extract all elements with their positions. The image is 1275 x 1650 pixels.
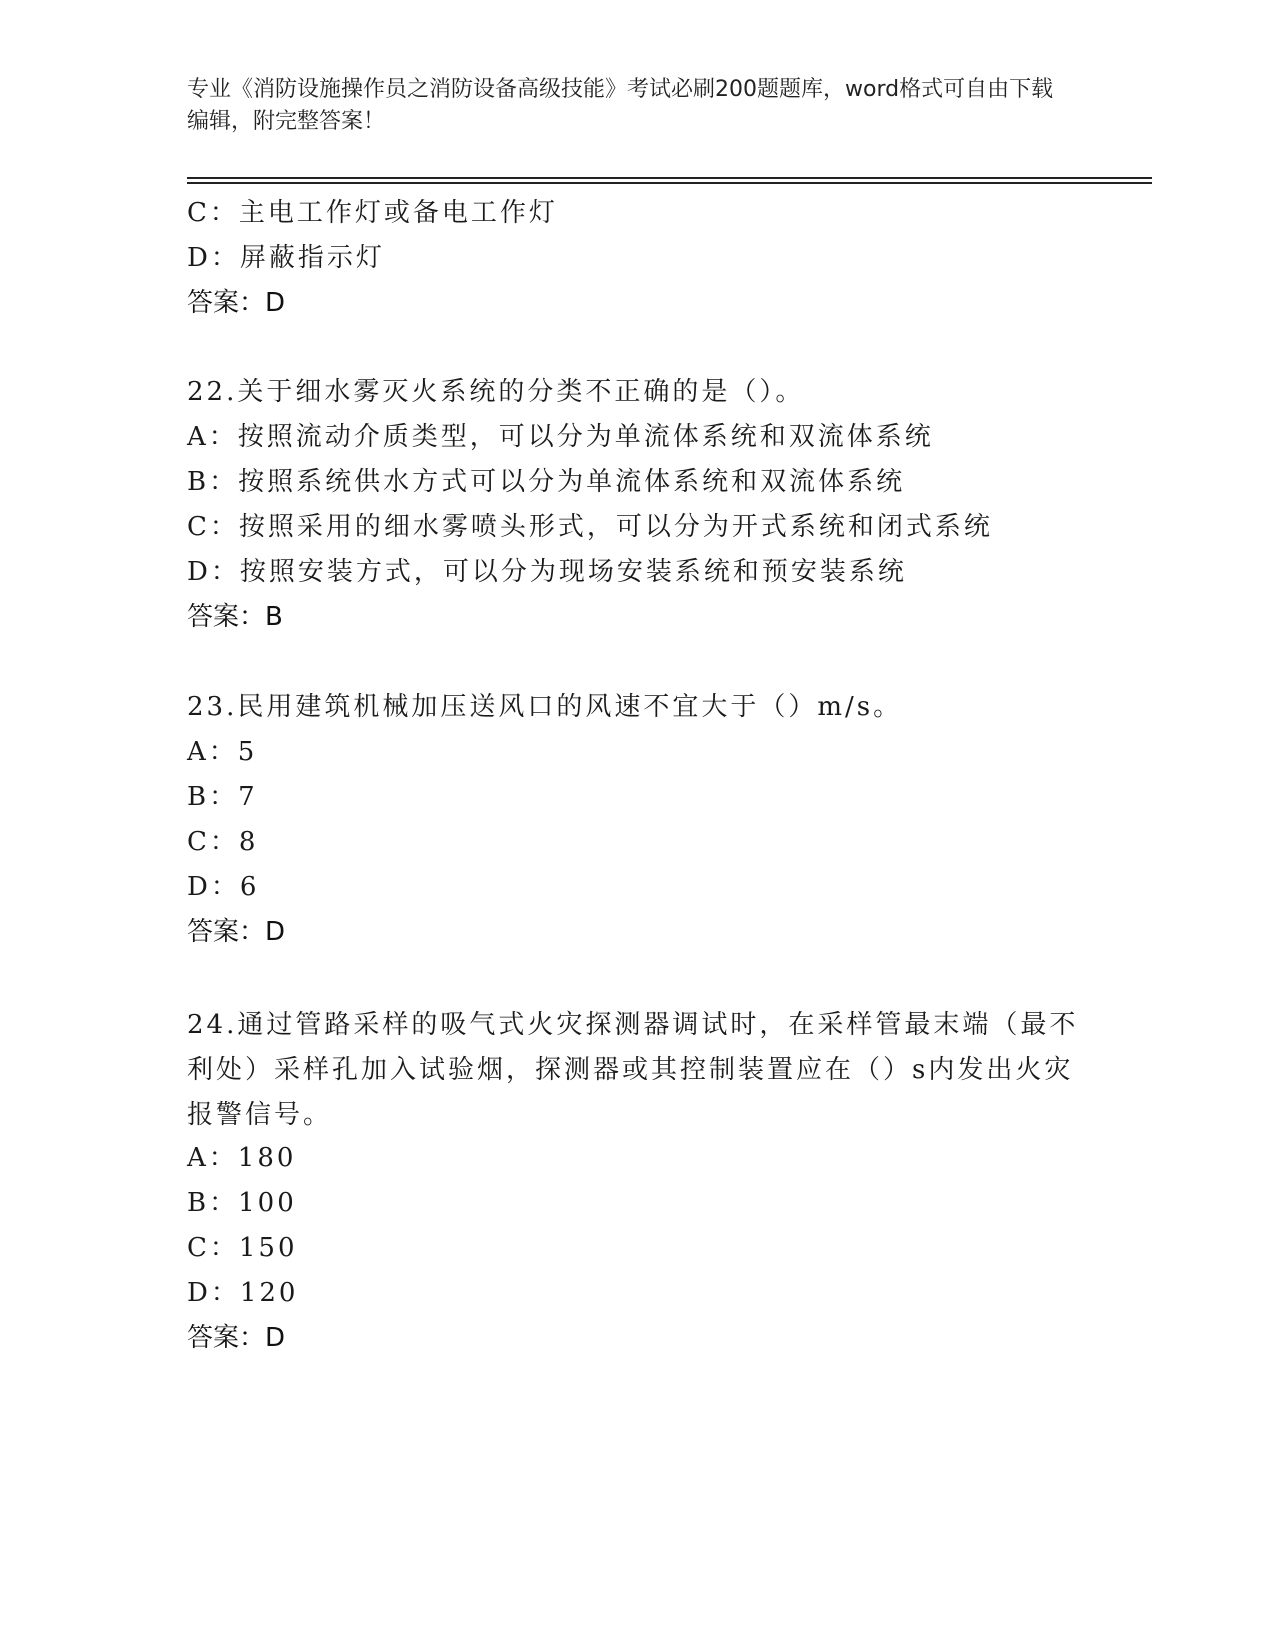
question-22-answer: 答案：B	[187, 602, 283, 632]
question-24-answer: 答案：D	[187, 1323, 286, 1353]
prev-answer: 答案：D	[187, 288, 286, 318]
question-24-option-c: C：150	[187, 1233, 298, 1263]
question-23-option-d: D：6	[187, 872, 260, 902]
question-22-stem: 22.关于细水雾灭火系统的分类不正确的是（）。	[187, 377, 805, 407]
question-22-option-b: B：按照系统供水方式可以分为单流体系统和双流体系统	[187, 467, 906, 497]
question-23-stem: 23.民用建筑机械加压送风口的风速不宜大于（）m/s。	[187, 692, 903, 722]
question-23-option-b: B：7	[187, 782, 258, 812]
question-24-option-d: D：120	[187, 1278, 299, 1308]
question-22-option-a: A：按照流动介质类型，可以分为单流体系统和双流体系统	[187, 422, 934, 452]
question-24-option-a: A：180	[187, 1143, 297, 1173]
question-23-option-c: C：8	[187, 827, 259, 857]
question-23-option-a: A：5	[187, 737, 258, 767]
prev-option-d: D：屏蔽指示灯	[187, 243, 385, 273]
question-22-option-c: C：按照采用的细水雾喷头形式，可以分为开式系统和闭式系统	[187, 512, 993, 542]
header-divider-bottom	[187, 182, 1152, 184]
prev-option-c: C：主电工作灯或备电工作灯	[187, 198, 558, 228]
header-divider-top	[187, 177, 1152, 179]
question-24-option-b: B：100	[187, 1188, 297, 1218]
question-24-stem: 24.通过管路采样的吸气式火灾探测器调试时，在采样管最末端（最不利处）采样孔加入试验烟，探测器或其控制装置应在（）s内发出火灾报警信号。	[187, 1010, 1079, 1130]
question-22-option-d: D：按照安装方式，可以分为现场安装系统和预安装系统	[187, 557, 907, 587]
document-header: 专业《消防设施操作员之消防设备高级技能》考试必刷200题题库，word格式可自由下载编辑，附完整答案！	[187, 77, 1054, 134]
question-23-answer: 答案：D	[187, 917, 286, 947]
